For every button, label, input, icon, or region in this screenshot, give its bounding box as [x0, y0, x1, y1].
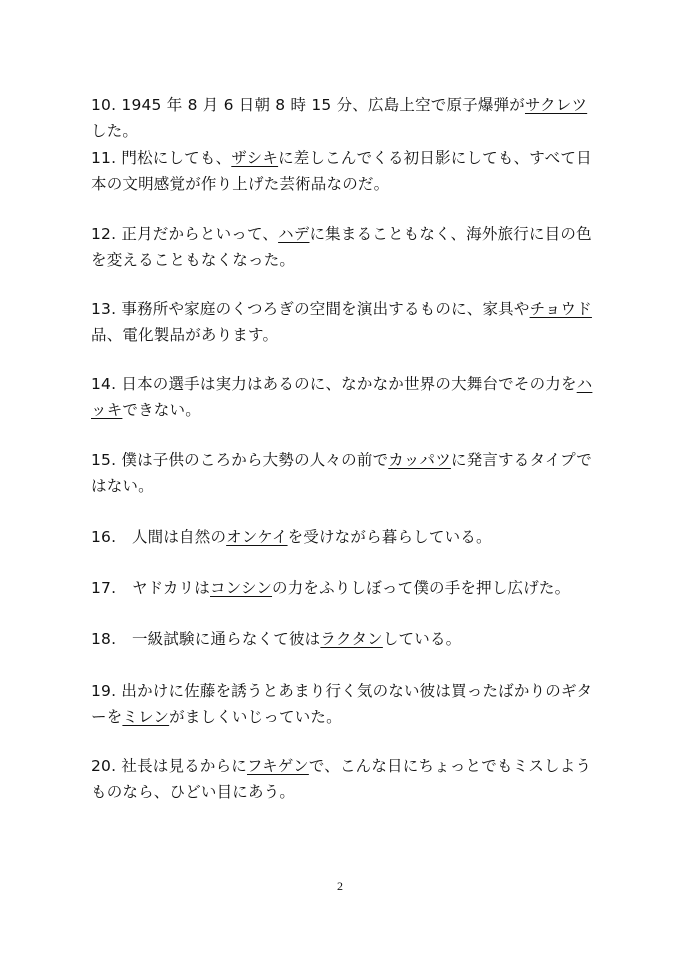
- underlined-katakana: コンシン: [210, 579, 273, 597]
- question-19: [91, 678, 601, 730]
- underlined-katakana: ザシキ: [231, 149, 279, 167]
- question-text-after: の力をふりしぼって僕の手を押し広げた。: [272, 579, 571, 597]
- question-text-after: に発言するタイプではない。: [91, 451, 592, 495]
- question-17: [91, 575, 601, 601]
- question-text-before: 11. 門松にしても、: [91, 149, 232, 167]
- underlined-katakana: ラクタン: [320, 630, 383, 648]
- question-15: [91, 447, 601, 499]
- underlined-katakana: ハッキ: [91, 375, 593, 419]
- question-text-before: 14. 日本の選手は実力はあるのに、なかなか世界の大舞台でその力を: [91, 375, 577, 393]
- question-text-before: 18. 一級試験に通らなくて彼は: [91, 630, 321, 648]
- question-18: [91, 626, 601, 652]
- underlined-katakana: ハデ: [278, 225, 310, 243]
- question-14: [91, 371, 601, 423]
- question-text-after: で、こんな日にちょっとでもミスしようものなら、ひどい目にあう。: [91, 757, 592, 801]
- question-text-after: を受けながら暮らしている。: [287, 528, 492, 546]
- underlined-katakana: ミレン: [122, 708, 170, 726]
- question-text-before: 17. ヤドカリは: [91, 579, 210, 597]
- underlined-katakana: フキゲン: [246, 757, 309, 775]
- underlined-katakana: オンケイ: [226, 528, 288, 546]
- question-20: [91, 753, 601, 805]
- question-text-after: できない。: [122, 401, 201, 419]
- question-text-before: 10. 1945 年 8 月 6 日朝 8 時 15 分、広島上空で原子爆弾が: [91, 96, 525, 114]
- question-13: [91, 296, 601, 348]
- question-text-before: 16. 人間は自然の: [91, 528, 227, 546]
- question-16: [91, 524, 601, 550]
- question-text-after: に差しこんでくる初日影にしても、すべて日本の文明感覚が作り上げた芸術品なのだ。: [91, 149, 592, 193]
- question-text-before: 20. 社長は見るからに: [91, 757, 247, 775]
- question-text-after: に集まることもなく、海外旅行に目の色を変えることもなくなった。: [91, 225, 592, 269]
- question-text-before: 19. 出かけに佐藤を誘うとあまり行く気のない彼は買ったばかりのギターを: [91, 682, 593, 726]
- question-text-after: がましくいじっていた。: [169, 708, 342, 726]
- underlined-katakana: カッパツ: [388, 451, 451, 469]
- question-11: [91, 145, 601, 197]
- underlined-katakana: サクレツ: [524, 96, 588, 114]
- question-text-after: している。: [382, 630, 462, 648]
- question-text-after: した。: [91, 122, 139, 140]
- question-text-before: 15. 僕は子供のころから大勢の人々の前で: [91, 451, 389, 469]
- underlined-katakana: チョウド: [529, 300, 592, 318]
- question-text-before: 13. 事務所や家庭のくつろぎの空間を演出するものに、家具や: [91, 300, 530, 318]
- page-number: 2: [337, 879, 343, 893]
- question-10: [91, 92, 601, 144]
- question-text-before: 12. 正月だからといって、: [91, 225, 279, 243]
- question-text-after: 品、電化製品があります。: [91, 326, 279, 344]
- question-12: [91, 221, 601, 273]
